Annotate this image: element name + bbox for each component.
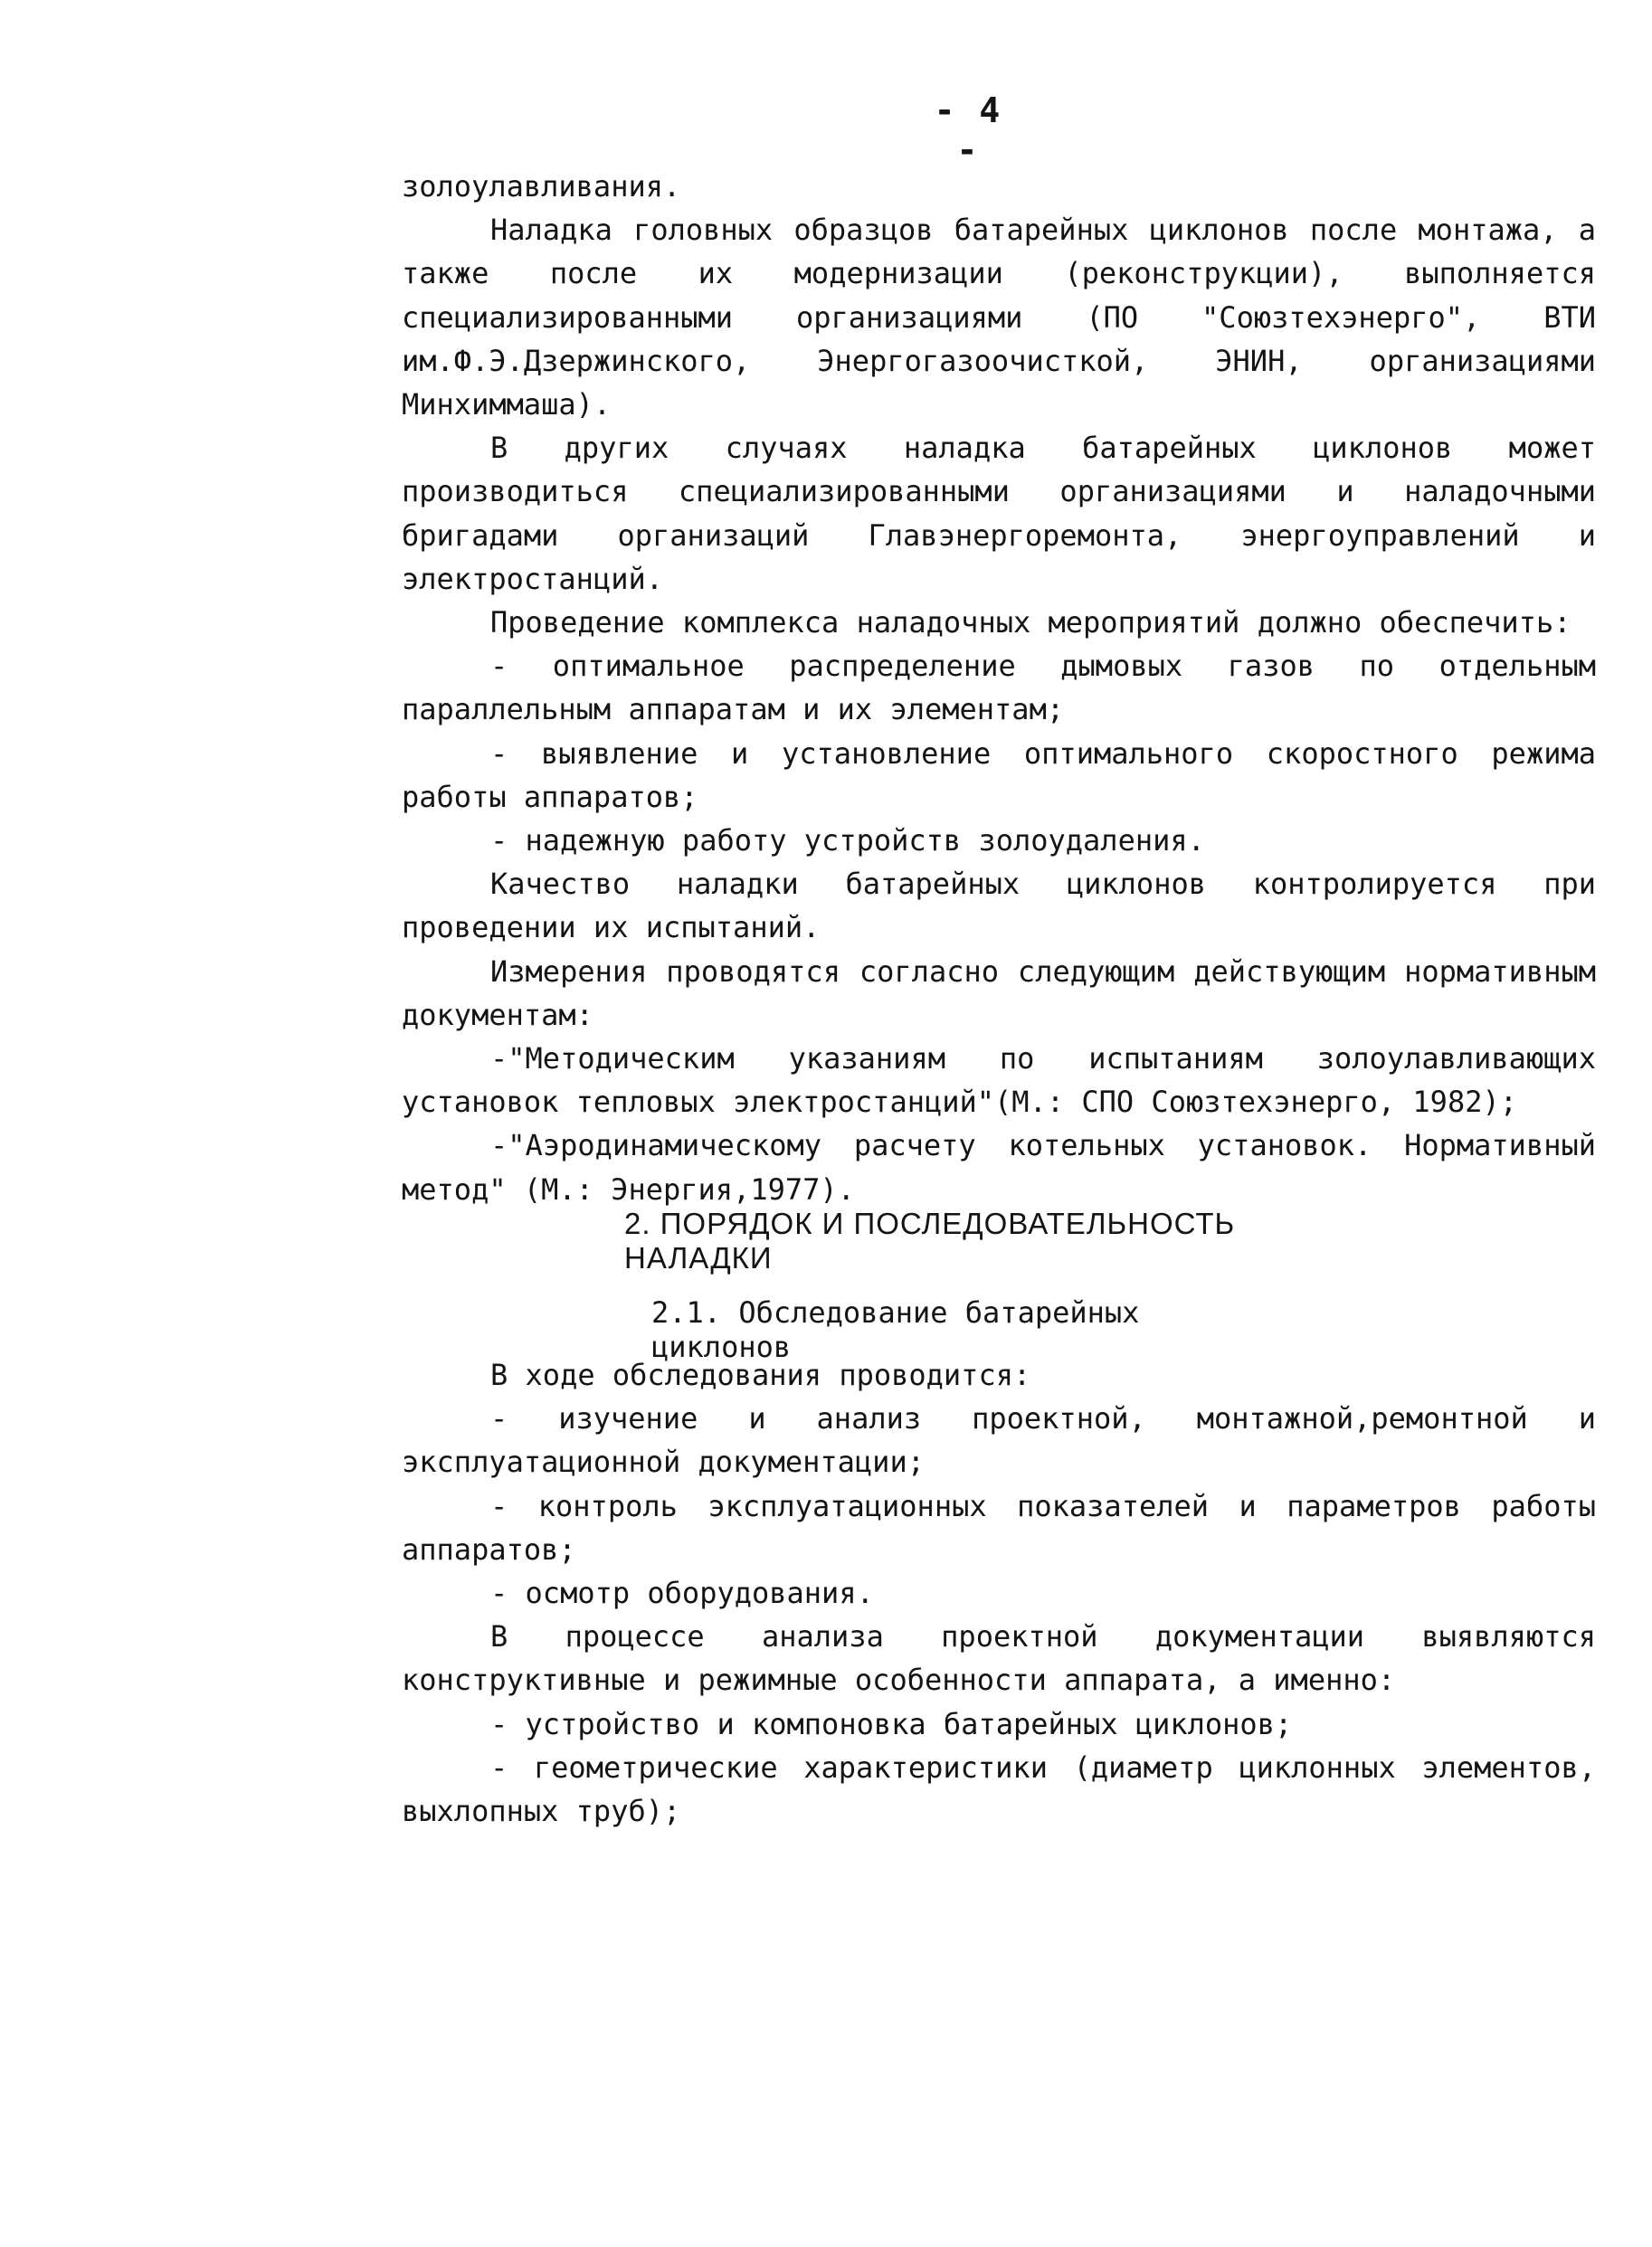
intro-text-block bbox=[402, 165, 1596, 1211]
list-item: - оптимальное распределение дымовых газов по отдельным параллельным аппаратам и их элементам; bbox=[402, 649, 1596, 727]
paragraph: Проведение комплекса наладочных мероприятий должно обеспечить: bbox=[490, 605, 1571, 640]
page-number: - 4 - bbox=[934, 90, 1002, 170]
paragraph: Измерения проводятся согласно следующим действующим нормативным документам: bbox=[402, 953, 1596, 1032]
list-item: - геометрические характеристики (диаметр циклонных элементов, выхлопных труб); bbox=[402, 1749, 1596, 1829]
paragraph: Качество наладки батарейных циклонов контролируется при проведении их испытаний. bbox=[402, 867, 1596, 945]
section-heading: 2. ПОРЯДОК И ПОСЛЕДОВАТЕЛЬНОСТЬ НАЛАДКИ bbox=[624, 1207, 1236, 1275]
section-text-block bbox=[402, 1353, 1596, 1833]
subsection-heading: 2.1. Обследование батарейных циклонов bbox=[651, 1295, 1140, 1364]
paragraph: В ходе обследования проводится: bbox=[490, 1358, 1031, 1392]
list-item: - надежную работу устройств золоудаления. bbox=[490, 823, 1205, 858]
paragraph-continuation: золоулавливания. bbox=[402, 169, 681, 204]
reference-item: -"Методическим указаниям по испытаниям золоулавливающих установок тепловых электростанций"(М.: СПО Союзтехэнерго, 1982); bbox=[402, 1041, 1596, 1120]
list-item: - устройство и компоновка батарейных циклонов; bbox=[490, 1706, 1293, 1741]
paragraph: В процессе анализа проектной документации выявляются конструктивные и режимные особенности аппарата, а именно: bbox=[402, 1619, 1596, 1698]
list-item: - выявление и установление оптимального скоростного режима работы аппаратов; bbox=[402, 735, 1596, 814]
paragraph: Наладка головных образцов батарейных циклонов после монтажа, а также после их модернизации (реконструкции), выполняется специализированными организациями (ПО "Союзтехэнерго", ВТИ им.Ф.Э.Дзержинского, Энергогазоочисткой, ЭНИН, организациями Минхиммаша). bbox=[402, 213, 1596, 422]
paragraph: В других случаях наладка батарейных циклонов может производиться специализированными организациями и наладочными бригадами организаций Главэнергоремонта, энергоуправлений и электростанций. bbox=[402, 431, 1596, 596]
list-item: - осмотр оборудования. bbox=[490, 1576, 874, 1611]
list-item: - изучение и анализ проектной, монтажной,ремонтной и эксплуатационной документации; bbox=[402, 1401, 1596, 1480]
reference-item: -"Аэродинамическому расчету котельных установок. Нормативный метод" (М.: Энергия,1977). bbox=[402, 1128, 1596, 1207]
list-item: - контроль эксплуатационных показателей и параметров работы аппаратов; bbox=[402, 1488, 1596, 1567]
